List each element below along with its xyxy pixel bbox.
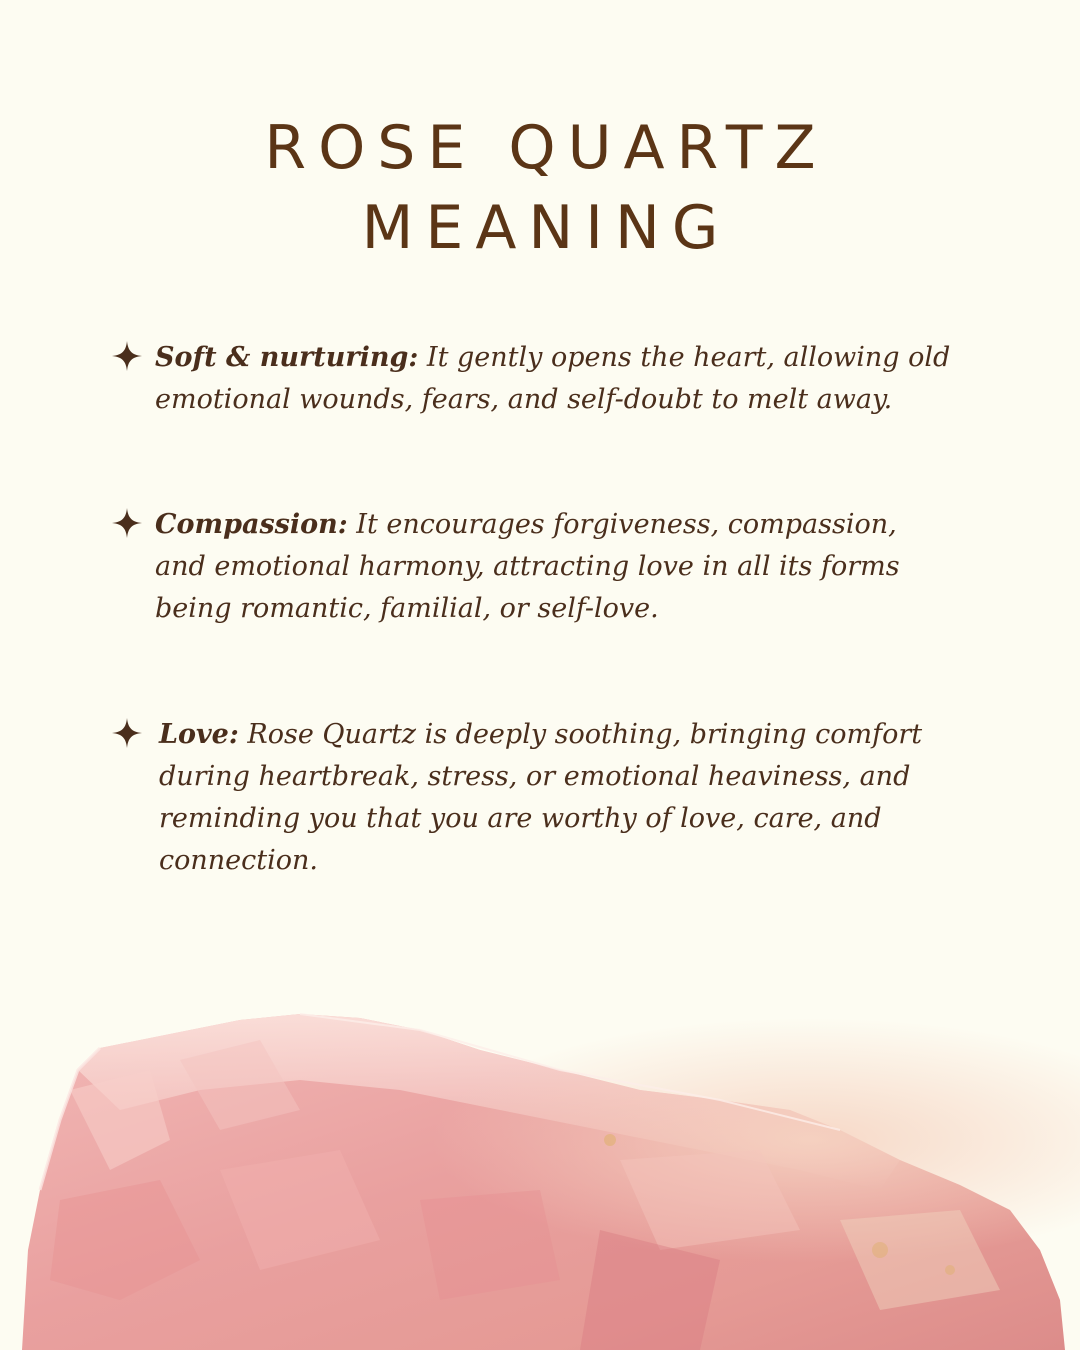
four-point-star-icon xyxy=(111,507,143,539)
meaning-item-compassion xyxy=(155,504,945,630)
four-point-star-icon xyxy=(111,717,143,749)
meaning-item-description: It encourages forgiveness, compassion, and emotional harmony, attracting love in all its forms being romantic, familial, or self-love. xyxy=(155,509,900,624)
meaning-item-label: Soft & nurturing: xyxy=(155,342,419,373)
page-title xyxy=(0,108,1080,268)
meaning-item-description: Rose Quartz is deeply soothing, bringing comfort during heartbreak, stress, or emotional heaviness, and reminding you that you are worthy of love, care, and connection. xyxy=(159,719,923,876)
meaning-item-label: Compassion: xyxy=(155,509,348,540)
meaning-item-text xyxy=(155,337,985,421)
meaning-item-love xyxy=(159,714,969,882)
meaning-item-label: Love: xyxy=(159,719,239,750)
four-point-star-icon xyxy=(111,340,143,372)
meaning-item-soft-nurturing xyxy=(155,337,985,421)
title-line-2: MEANING xyxy=(361,193,731,263)
meaning-item-text xyxy=(155,504,945,630)
meaning-item-description: It gently opens the heart, allowing old emotional wounds, fears, and self-doubt to melt away. xyxy=(155,342,951,415)
meaning-item-text xyxy=(159,714,969,882)
title-line-1: ROSE QUARTZ xyxy=(264,113,828,183)
rose-quartz-crystal-image xyxy=(0,1000,1080,1350)
